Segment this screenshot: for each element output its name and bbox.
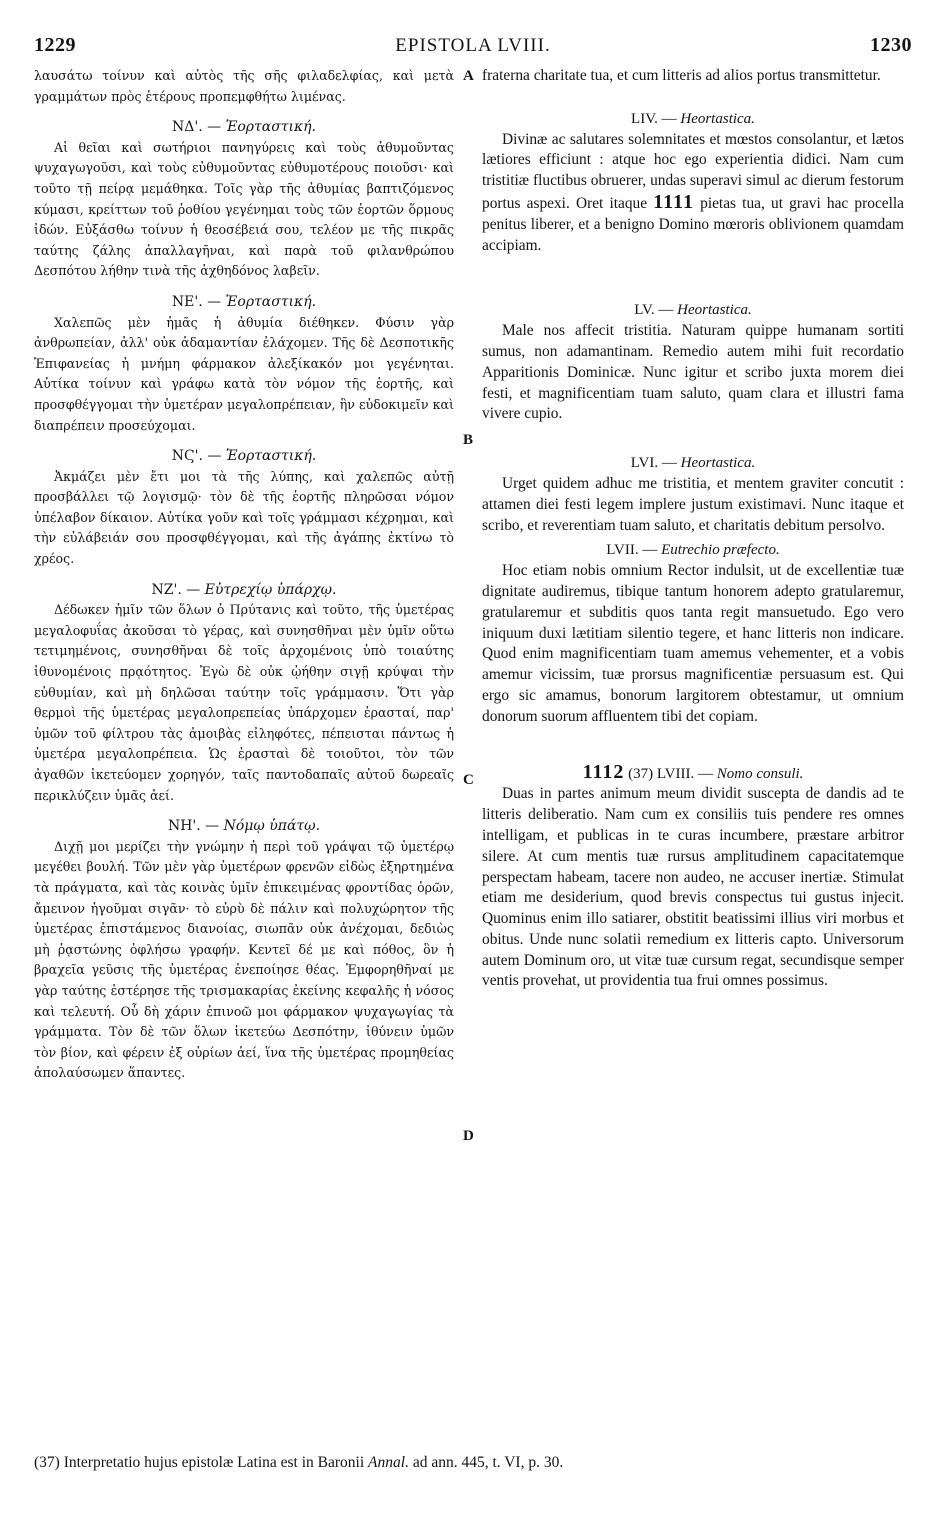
margin-letter-c: C [463, 772, 474, 788]
latin-intro: fraterna charitate tua, et cum litteris ad alios portus transmittetur. [482, 67, 881, 84]
latin-letter-58: Duas in partes animum meum dividit suscepta de dandis ad te litteris deliberatio. Nam cum ex consiliis tuis pendere res omnes intelligam, et publicas in te curas incumbere, præstare arbitror silere. At cum mentis tuæ rursus amplitudinem capacitatemque perspectam habeam, tacere non audeo, ne accuser inertiæ. Stimulat etiam me desiderium, quod brevis conspectus tui gustus injecit. Quominus enim illo satiarer, obstitit beatissimi illius viri morbus et obitus. Unde nunc solatii remedium ex litteris capto. Universorum autem Dominum oro, ut vitæ tuæ cursum regat, secundisque semper ventis provehat, ut providentia tua frui omnes possimus. [482, 785, 904, 990]
footnote-text: Interpretatio hujus epistolæ Latina est in Baronii [63, 1454, 365, 1471]
right-column-number: 1230 [870, 34, 912, 56]
margin-letter-d: D [463, 1128, 474, 1144]
latin-column [482, 66, 904, 992]
column-marker-1111: 1111 [653, 190, 694, 213]
latin-heading-57: LVII. — Eutrechio præfecto. [606, 542, 780, 559]
left-column-number: 1229 [34, 34, 76, 56]
latin-heading-54: LIV. — Heortastica. [631, 110, 755, 127]
column-marker-1112: 1112 [582, 760, 625, 783]
footnote-italic: Annal. [368, 1454, 409, 1471]
footnote-text-end: ad ann. 445, t. VI, p. 30. [412, 1454, 564, 1471]
latin-letter-54: Divinæ ac salutares solemnitates et mœstos consolantur, et lætos lætiores efficiunt : atque hoc ego experientia didici. Nam cum tristitiæ fluctibus obruerer, undas superavi simul ac dierum festorum portus aspexi. Oret itaque 1111 pietas tua, ut gravi hac procella penitus liberer, et a benigno Domino mœroris oblivionem quamdam accipiam. [482, 130, 904, 254]
greek-heading-55: ΝΕ'. — Ἑορταστική. [171, 293, 317, 310]
margin-letter-a: A [463, 68, 474, 84]
latin-heading-56: LVI. — Heortastica. [630, 455, 756, 472]
latin-letter-55: Male nos affecit tristitia. Naturam quippe humanam sortiti sumus, non adamantinam. Remedio autem mihi fuit recordatio Apparitionis Dominicæ. Nunc igitur et scribo juxta morem diei festi, et magnificentiam tuam saluto, quam clara et illustri fama vivere cupio. [482, 322, 904, 423]
latin-heading-55: LV. — Heortastica. [634, 302, 752, 319]
latin-heading-58: 1112 (37) LVIII. — Nomo consuli. [582, 760, 804, 783]
latin-letter-57: Hoc etiam nobis omnium Rector indulsit, ut de excellentiæ tuæ dignitate audiremus, tibique tantum honorem adepto gratularemur, gratularemur et subditis quos tanta regit mansuetudo. Ego vero iniquum duxi lætitiam silentio tegere, et hanc litteris non indicare. Quod enim magnificentiam tuam amemus vehementer, et a vobis amemur vicissim, tuæ prorsus magnificentiæ persuasum est. Qui ergo sic amamus, bonorum largitorem obtestamur, ut omnium donorum suorum affluentem tibi det copiam. [482, 562, 904, 725]
footnote [34, 1454, 914, 1472]
greek-intro: λαυσάτω τοίνυν καὶ αὐτὸς τῆς σῆς φιλαδελφίας, καὶ μετὰ γραμμάτων πρὸς ἑτέρους προπεμφθήτω λιμένας. [34, 68, 454, 104]
margin-letter-b: B [463, 432, 474, 448]
greek-letter-55: Χαλεπῶς μὲν ἡμᾶς ἡ ἀθυμία διέθηκεν. Φύσιν γὰρ ἀνθρωπείαν, ἀλλ' οὐκ ἀδαμαντίαν ἐλάχομεν. Τῆς δὲ Δεσποτικῆς Ἐπιφανείας ἡ μνήμη φάρμακον ἀλεξίκακόν μοι γεγένηται. Αὐτίκα τοίνυν καὶ γράφω κατὰ τὸν νόμον τῆς ἑορτῆς, καὶ προσφθέγγομαι τὴν ὑμετέραν μεγαλοπρέπειαν, ἣν εὐδοκιμεῖν καὶ διαπρέπειν προσεύχομαι. [34, 314, 454, 433]
greek-heading-56: ΝϚ'. — Ἑορταστική. [171, 448, 317, 465]
page-header [34, 34, 912, 60]
greek-letter-57: Δέδωκεν ἡμῖν τῶν ὅλων ὁ Πρύτανις καὶ τοῦτο, τῆς ὑμετέρας μεγαλοφυΐας ἀκοῦσαι τὸ γέρας, καὶ συνησθῆναι μὲν ὑμῖν οὕτω τετιμημένοις, συνησθῆναι δὲ τοῖς ἀρχομένοις ὑπὸ τοιαύτης ἰθυνομένοις πρᾳότητος. Ἐγὼ δὲ οὐκ ᾠήθην σιγῇ κρύψαι τὴν εὐθυμίαν, καὶ μὴ δηλῶσαι ταύτην τοῖς γράμμασιν. Ὅτι γὰρ θερμοὶ τῆς ὑμετέρας μεγαλοπρεπείας ὑπάρχομεν ἐρασταί, παρ' ὑμῶν τοῦ φίλτρου τὰς ἀμοιβὰς εἰληφότες, πέπεισται πάντως ἡ ὑμετέρα μεγαλοπρέπεια. Ὡς ἐρασταὶ δὲ τοιοῦτοι, τὸν τῶν ἀγαθῶν ἱκετεύομεν χορηγόν, ταῖς παντοδαπαῖς αὐτοῦ δωρεαῖς περικλύζειν ὑμᾶς ἀεί. [34, 602, 454, 803]
greek-heading-58: ΝΗ'. — Νόμῳ ὑπάτῳ. [167, 818, 321, 835]
greek-heading-57: ΝΖ'. — Εὐτρεχίῳ ὑπάρχῳ. [151, 581, 337, 598]
greek-column [34, 66, 454, 1084]
greek-heading-54: ΝΔ'. — Ἑορταστική. [171, 119, 317, 136]
greek-letter-56: Ἀκμάζει μὲν ἔτι μοι τὰ τῆς λύπης, καὶ χαλεπῶς αὐτῇ προσβάλλει τῷ λογισμῷ· τὸν δὲ τῆς ἑορτῆς πληρῶσαι νόμον ὑπέλαβον δίκαιον. Αὐτίκα γοῦν καὶ τοῖς γράμμασι κέχρημαι, καὶ τὴν εὐλάβειάν σου προσφθέγγομαι, καὶ τῆς ἀγάπης ἐκτίνω τὸ χρέος. [34, 468, 454, 567]
greek-letter-54: Αἱ θεῖαι καὶ σωτήριοι πανηγύρεις καὶ τοὺς ἀθυμοῦντας ψυχαγωγοῦσι, καὶ τοὺς εὐθυμοῦντας εὐθυμοτέρους ποιοῦσι· καὶ τοῦτο τῇ πείρᾳ μεμάθηκα. Τοῖς γὰρ τῆς ἀθυμίας βαπτιζόμενος κύμασι, κρείττων τοῦ ῥοθίου γεγένημαι τοὺς τῶν ἑορτῶν ὅρμους ἰδών. Εὐξάσθω τοίνυν ἡ θεοσέβειά σου, τελέον με τῆς πικρᾶς ταύτης ζάλης ἀπαλλαγῆναι, καὶ παρὰ τοῦ φιλανθρώπου Δεσπότου λήθην τινὰ τῆς ἀχθηδόνος λαβεῖν. [34, 139, 454, 279]
footnote-marker: (37) [34, 1454, 60, 1471]
greek-letter-58: Διχῇ μοι μερίζει τὴν γνώμην ἡ περὶ τοῦ γράψαι τῷ ὑμετέρῳ μεγέθει βουλή. Τῶν μὲν γὰρ ὑμετέρων φρενῶν εἰδὼς ἐξηρτημένα τὰ πράγματα, καὶ τὰς κοινὰς ὑμῖν ἐπικειμένας φροντίδας ὁρῶν, ἄμεινον ἡγοῦμαι σιγᾶν· τὸ εὐρὺ δὲ πάλιν καὶ πολυχώρητον τῆς ὑμετέρας ἐπιστάμενος διανοίας, σιωπᾶν οὐκ ἀνέχομαι, δεδιὼς μὴ ῥᾳστώνης ὀφλήσω γραφήν. Κεντεῖ δέ με καὶ πόθος, ὃν ἡ βραχεῖα γεῦσις τῆς ὑμετέρας ἐνεποίησε θέας. Ἐμφορηθῆναί με γὰρ ταύτης ἐστέρησε τῆς τρισμακαρίας ἐκείνης κεφαλῆς ἡ νόσος καὶ τελευτή. Οὗ δὴ χάριν ἐπινοῶ μοι φάρμακον ψυχαγωγίας τὰ γράμματα. Τὸν δὲ τῶν ὅλων ἱκετεύω Δεσπότην, ἰθύνειν ὑμῶν τὸν βίον, καὶ φέρειν ἐξ οὐρίων ἀεί, ἵνα τῆς ὑμετέρας προμηθείας ἀπολαύσωμεν ἅπαντες. [34, 838, 454, 1081]
running-title: EPISTOLA LVIII. [395, 35, 551, 56]
latin-letter-56: Urget quidem adhuc me tristitia, et mentem graviter concutit : attamen diei festi legem implere justum existimavi. Nunc itaque et scribo, et reverentiam tuam saluto, et charitatis debitum persolvo. [482, 474, 904, 534]
